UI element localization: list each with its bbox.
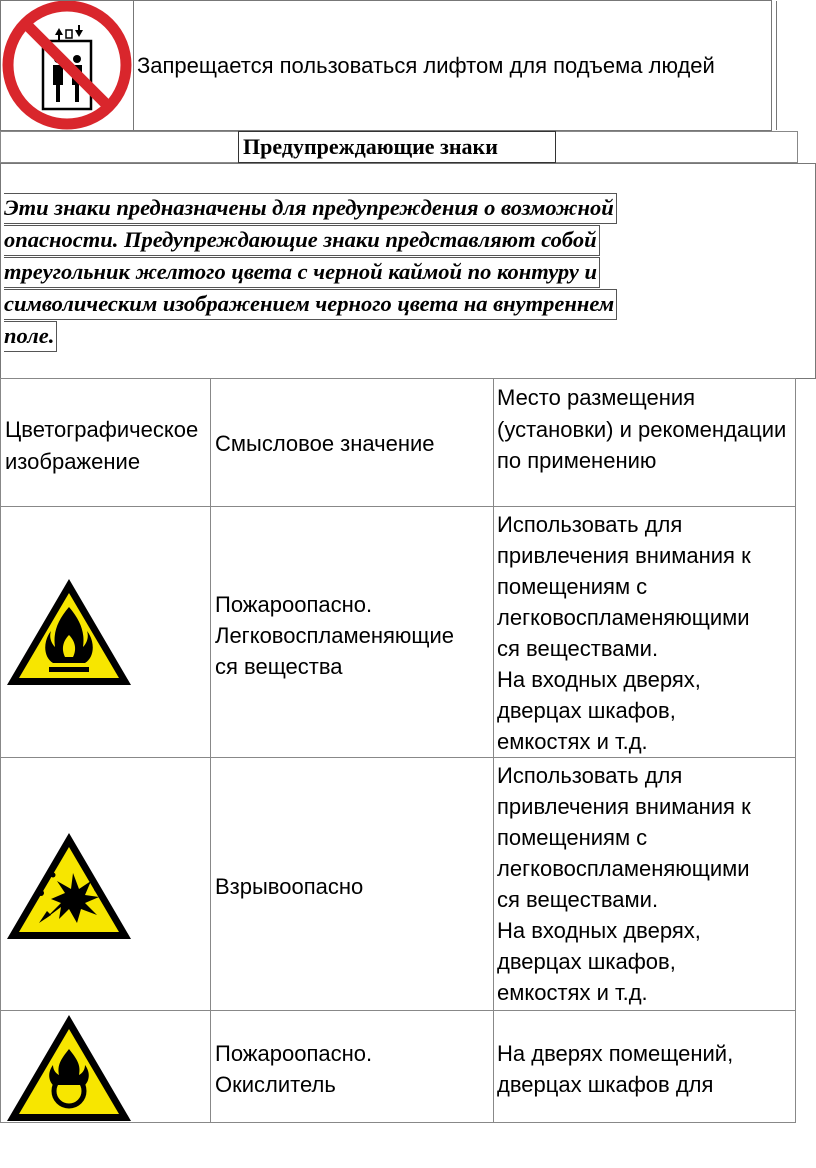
placement-line: ся веществами. [497, 636, 659, 661]
no-passenger-elevator-icon [1, 1, 133, 130]
header-image: Цветографическое изображение [5, 417, 199, 474]
placement-line: дверцах шкафов для [497, 1072, 714, 1097]
placement-line: Использовать для [497, 763, 683, 788]
prohibition-row [0, 0, 772, 131]
intro-line: Эти знаки предназначены для предупреждения о возможной [4, 193, 617, 224]
prohibition-text: Запрещается пользоваться лифтом для подъема людей [137, 53, 715, 78]
row-divider [1, 506, 795, 507]
intro-line: символическим изображением черного цвета на внутреннем [4, 289, 617, 320]
placement-line: помещениям с [497, 825, 648, 850]
placement-line: привлечения внимания к [497, 543, 751, 568]
row-divider [1, 1010, 795, 1011]
oxidizer-warning-icon [5, 1015, 133, 1123]
meaning-line: Легковоспламеняющие [215, 623, 455, 648]
header-meaning: Смысловое значение [215, 431, 435, 456]
intro-line: треугольник желтого цвета с черной каймой по контуру и [4, 257, 600, 288]
meaning-line: Пожароопасно. [215, 592, 373, 617]
meaning-line: Взрывоопасно [215, 874, 364, 899]
section-title: Предупреждающие знаки [238, 131, 556, 163]
placement-line: На дверях помещений, [497, 1041, 734, 1066]
table-edge [771, 1, 777, 130]
placement-line: помещениям с [497, 574, 648, 599]
explosive-warning-icon [5, 831, 133, 943]
placement-line: Использовать для [497, 512, 683, 537]
intro-box [0, 163, 816, 379]
meaning-line: ся вещества [215, 654, 343, 679]
meaning-line: Окислитель [215, 1072, 336, 1097]
placement-line: легковоспламеняющими [497, 856, 750, 881]
prohibition-text-cell [134, 1, 771, 130]
placement-line: ся веществами. [497, 887, 659, 912]
header-placement: Место размещения (установки) и рекомендации по применению [497, 385, 787, 473]
intro-line: опасности. Предупреждающие знаки представляют собой [4, 225, 600, 256]
warning-signs-table [0, 378, 796, 1123]
placement-line: емкостях и т.д. [497, 980, 648, 1005]
placement-line: легковоспламеняющими [497, 605, 750, 630]
prohibition-sign-cell [1, 1, 134, 130]
placement-line: емкостях и т.д. [497, 729, 648, 754]
flammable-warning-icon [5, 577, 133, 689]
placement-line: дверцах шкафов, [497, 698, 676, 723]
intro-line: поле. [4, 321, 57, 352]
placement-line: дверцах шкафов, [497, 949, 676, 974]
placement-line: привлечения внимания к [497, 794, 751, 819]
placement-line: На входных дверях, [497, 667, 701, 692]
placement-line: На входных дверях, [497, 918, 701, 943]
meaning-line: Пожароопасно. [215, 1041, 373, 1066]
